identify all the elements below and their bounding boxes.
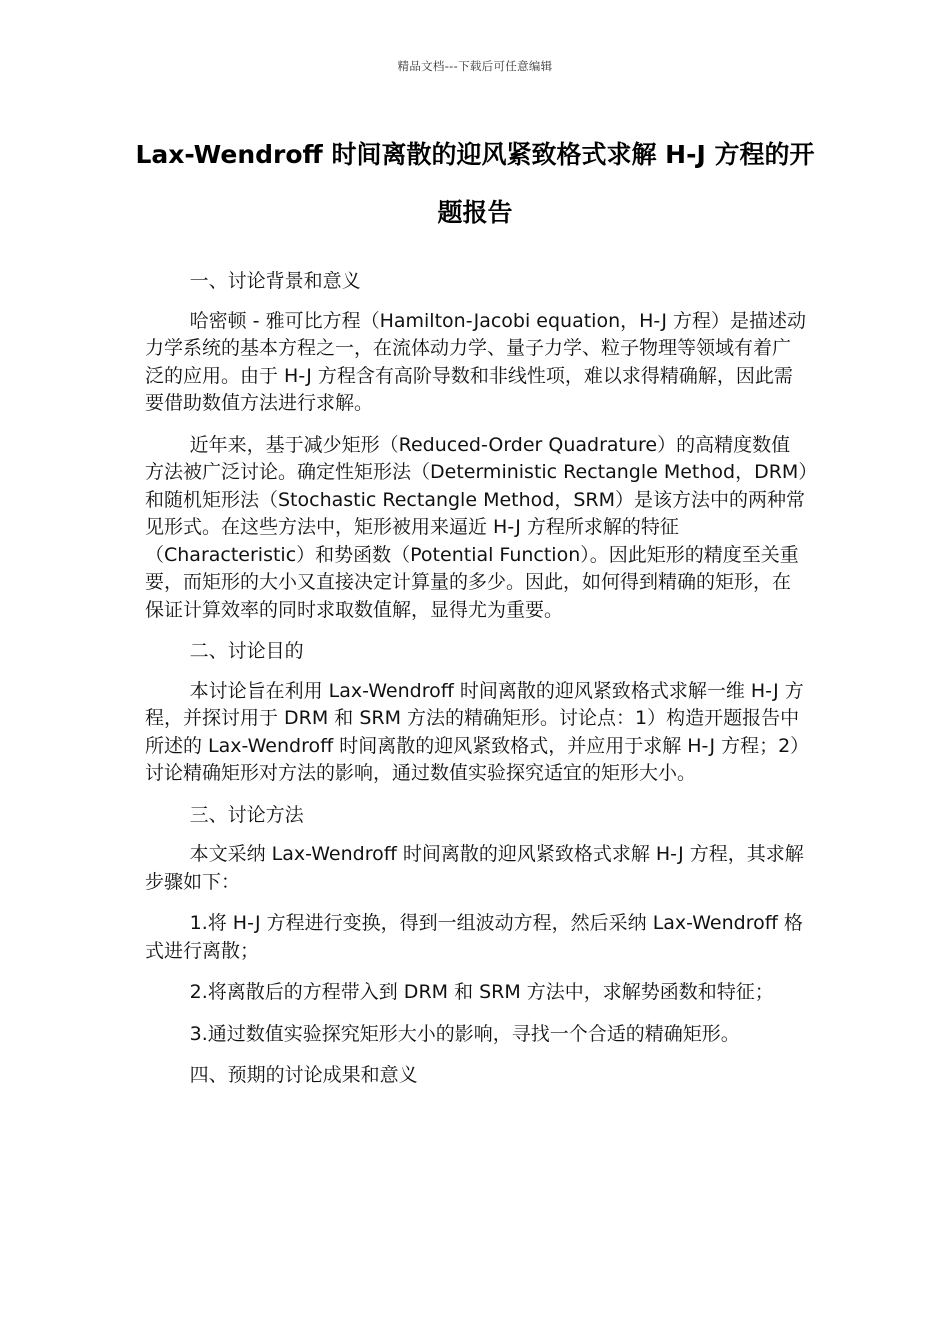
document-title: Lax-Wendroff 时间离散的迎风紧致格式求解 H-J 方程的开题报告	[135, 140, 815, 227]
paragraph-purpose: 本讨论旨在利用 Lax-Wendroff 时间离散的迎风紧致格式求解一维 H-J 方程，并探讨用于 DRM 和 SRM 方法的精确矩形。讨论点：1）构造开题报告中所述的 Lax-Wendroff 时间离散的迎风紧致格式，并应用于求解 H-J 方程；2）讨论精确矩形对方法的影响，通过数值实验探究适宜的矩形大小。	[145, 679, 804, 784]
section-heading-purpose: 二、讨论目的	[189, 640, 304, 662]
method-step-2: 2.将离散后的方程带入到 DRM 和 SRM 方法中，求解势函数和特征；	[189, 981, 774, 1003]
header-note: 精品文档---下载后可任意编辑	[397, 59, 553, 73]
document-body	[145, 268, 809, 1102]
section-heading-method: 三、讨论方法	[189, 803, 304, 826]
method-step-1: 1.将 H-J 方程进行变换，得到一组波动方程，然后采纳 Lax-Wendroff 格式进行离散；	[145, 912, 803, 962]
method-step-3: 3.通过数值实验探究矩形大小的影响，寻找一个合适的精确矩形。	[189, 1022, 740, 1045]
paragraph-background-1: 哈密顿 - 雅可比方程（Hamilton-Jacobi equation，H-J 方程）是描述动力学系统的基本方程之一，在流体动力学、量子力学、粒子物理等领域有着广泛的应用。由于 H-J 方程含有高阶导数和非线性项，难以求得精确解，因此需要借助数值方法进行求解。	[145, 309, 806, 414]
section-heading-expected-results: 四、预期的讨论成果和意义	[189, 1064, 418, 1086]
section-heading-background: 一、讨论背景和意义	[189, 270, 361, 292]
paragraph-background-2: 近年来，基于减少矩形（Reduced-Order Quadrature）的高精度数值方法被广泛讨论。确定性矩形法（Deterministic Rectangle Method，DRM）和随机矩形法（Stochastic Rectangle Method，SRM）是该方法中的两种常见形式。在这些方法中，矩形被用来逼近 H-J 方程所求解的特征（Characteristic）和势函数（Potential Function）。因此矩形的精度至关重要，而矩形的大小又直接决定计算量的多少。因此，如何得到精确的矩形，在保证计算效率的同时求取数值解，显得尤为重要。	[145, 433, 808, 621]
paragraph-method-intro: 本文采纳 Lax-Wendroff 时间离散的迎风紧致格式求解 H-J 方程，其求解步骤如下：	[145, 843, 804, 893]
